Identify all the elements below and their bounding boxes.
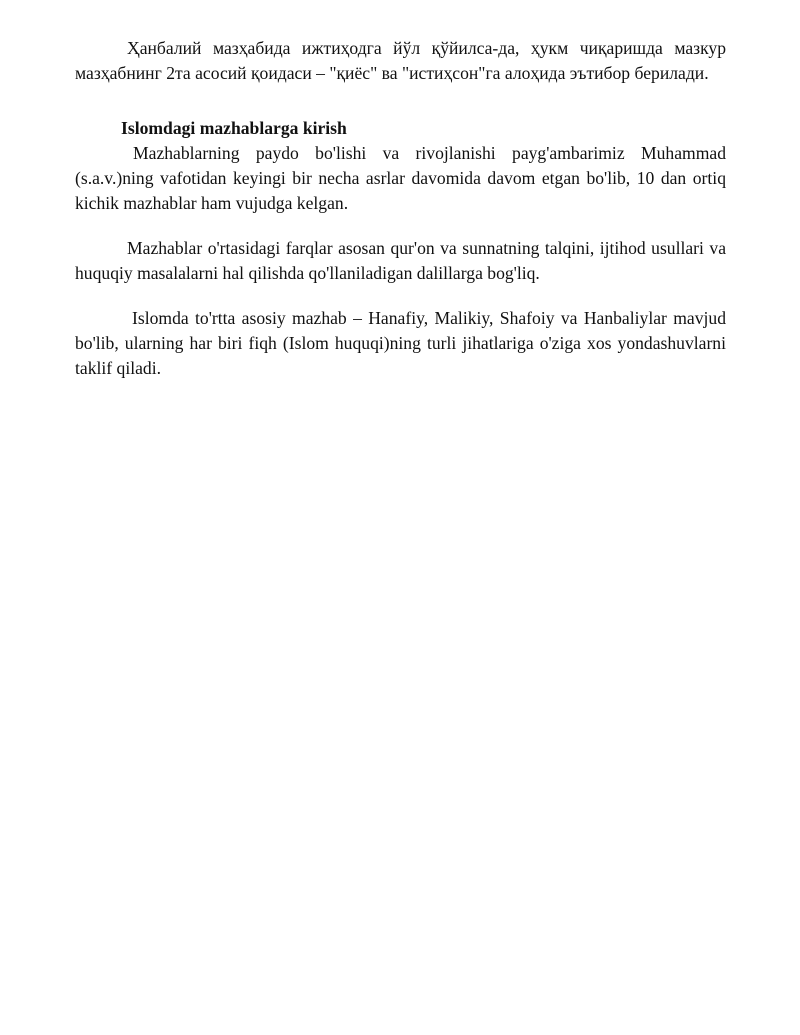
paragraph-origin: Mazhablarning paydo bo'lishi va rivojlanishi payg'ambarimiz Muhammad (s.a.v.)ning vafotidan keyingi bir necha asrlar davomida davom etgan bo'lib, 10 dan ortiq kichik mazhablar ham vujudga kelgan. bbox=[75, 143, 726, 213]
document-page bbox=[75, 36, 726, 381]
paragraph-differences: Mazhablar o'rtasidagi farqlar asosan qur'on va sunnatning talqini, ijtihod usullari va huquqiy masalalarni hal qilishda qo'llaniladigan dalillarga bog'liq. bbox=[75, 238, 726, 283]
paragraph-hanbali: Ҳанбалий мазҳабида ижтиҳодга йўл қўйилса-да, ҳукм чиқаришда мазкур мазҳабнинг 2та асосий қоидаси – "қиёс" ва "истиҳсон"га алоҳида эътибор берилади. bbox=[75, 38, 726, 83]
paragraph-four-schools: Islomda to'rtta asosiy mazhab – Hanafiy, Malikiy, Shafoiy va Hanbaliylar mavjud bo'lib, ularning har biri fiqh (Islom huquqi)ning turli jihatlariga o'ziga xos yondashuvlarni taklif qiladi. bbox=[75, 308, 726, 378]
section-heading: Islomdagi mazhablarga kirish bbox=[121, 118, 347, 138]
